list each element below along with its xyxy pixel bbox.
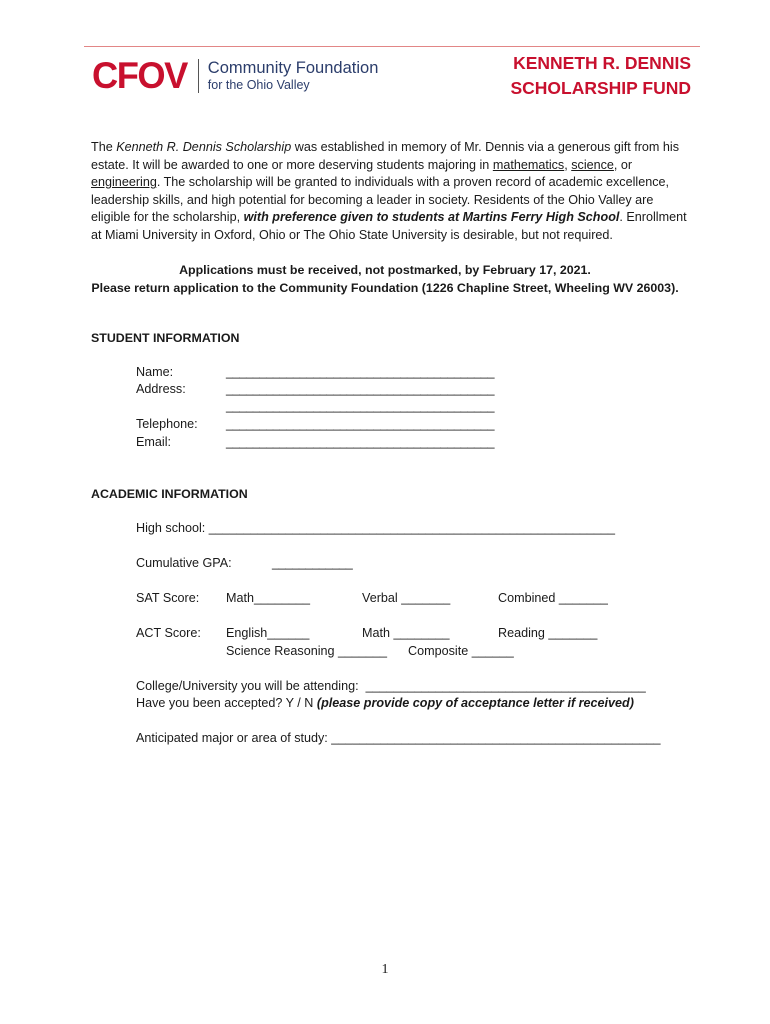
sat-label: SAT Score: <box>136 591 200 605</box>
act-label: ACT Score: <box>136 626 201 640</box>
act-reading-field[interactable]: Reading _______ <box>498 626 598 640</box>
intro-paragraph <box>91 139 691 245</box>
address-label: Address: <box>136 382 186 396</box>
deadline-line: Applications must be received, not postmarked, by February 17, 2021. <box>179 263 591 277</box>
major-field[interactable]: Anticipated major or area of study: _______________________________________________ <box>136 731 661 745</box>
accepted-question[interactable] <box>136 695 634 712</box>
sat-combined-field[interactable]: Combined _______ <box>498 591 608 605</box>
intro-text: The <box>91 140 117 154</box>
intro-text: was established in memory of Mr. Dennis via a generous gift from his estate. It will be awarded to one or more deserving students majoring in <box>91 140 679 172</box>
intro-text: , or <box>613 157 633 172</box>
cfov-logo <box>92 57 378 95</box>
page-title <box>510 51 691 101</box>
academic-info-heading: ACADEMIC INFORMATION <box>91 487 248 501</box>
email-field[interactable]: ________________________________________ <box>226 435 495 449</box>
scholarship-name: Kenneth R. Dennis Scholarship <box>116 140 292 154</box>
preference-note: with preference given to students at Martins Ferry High School <box>243 210 620 225</box>
logo-mark: CFOV <box>92 55 187 96</box>
title-line-1: KENNETH R. DENNIS <box>513 53 691 73</box>
logo-separator <box>198 59 199 93</box>
sat-verbal-field[interactable]: Verbal _______ <box>362 591 451 605</box>
gpa-field[interactable]: ____________ <box>272 556 353 570</box>
address-field-line-2[interactable]: ________________________________________ <box>226 399 495 413</box>
intro-text: , <box>564 157 572 172</box>
telephone-field[interactable]: ________________________________________ <box>226 417 495 431</box>
acceptance-letter-note: (please provide copy of acceptance letter if received) <box>316 696 634 710</box>
telephone-label: Telephone: <box>136 417 198 431</box>
act-math-field[interactable]: Math ________ <box>362 626 450 640</box>
logo-text <box>208 59 379 93</box>
act-science-field[interactable]: Science Reasoning _______ <box>226 644 388 658</box>
major-engineering: engineering <box>91 175 157 190</box>
return-address-line: Please return application to the Community Foundation (1226 Chapline Street, Wheeling WV 26003). <box>91 281 679 295</box>
logo-line-1: Community Foundation <box>207 59 379 77</box>
address-field-line-1[interactable]: ________________________________________ <box>226 382 495 396</box>
intro-text: . Enrollment at Miami University in Oxford, Ohio or The Ohio State University is desirable, but not required. <box>91 210 687 242</box>
title-line-2: SCHOLARSHIP FUND <box>510 78 691 98</box>
major-science: science <box>571 157 614 172</box>
name-field[interactable]: ________________________________________ <box>226 365 495 379</box>
deadline-notice <box>60 261 710 297</box>
logo-line-2: for the Ohio Valley <box>207 78 310 92</box>
major-mathematics: mathematics <box>492 157 565 172</box>
act-english-field[interactable]: English______ <box>226 626 310 640</box>
college-field[interactable]: College/University you will be attending: ________________________________________ <box>136 679 646 693</box>
header-divider-line <box>84 46 700 47</box>
high-school-field[interactable]: High school: __________________________________________________________ <box>136 521 616 535</box>
sat-math-field[interactable]: Math________ <box>226 591 311 605</box>
email-label: Email: <box>136 435 171 449</box>
student-info-heading: STUDENT INFORMATION <box>91 331 240 345</box>
accepted-label: Have you been accepted? Y / N <box>136 696 317 710</box>
page-number: 1 <box>381 962 389 977</box>
name-label: Name: <box>136 365 174 379</box>
gpa-label: Cumulative GPA: <box>136 556 232 570</box>
act-composite-field[interactable]: Composite ______ <box>408 644 514 658</box>
intro-text: . The scholarship will be granted to individuals with a proven record of academic excellence, leadership skills, and high potential for becoming a leader in society. Residents of the Ohio Valley are eligible for the scholarship, <box>91 175 670 225</box>
